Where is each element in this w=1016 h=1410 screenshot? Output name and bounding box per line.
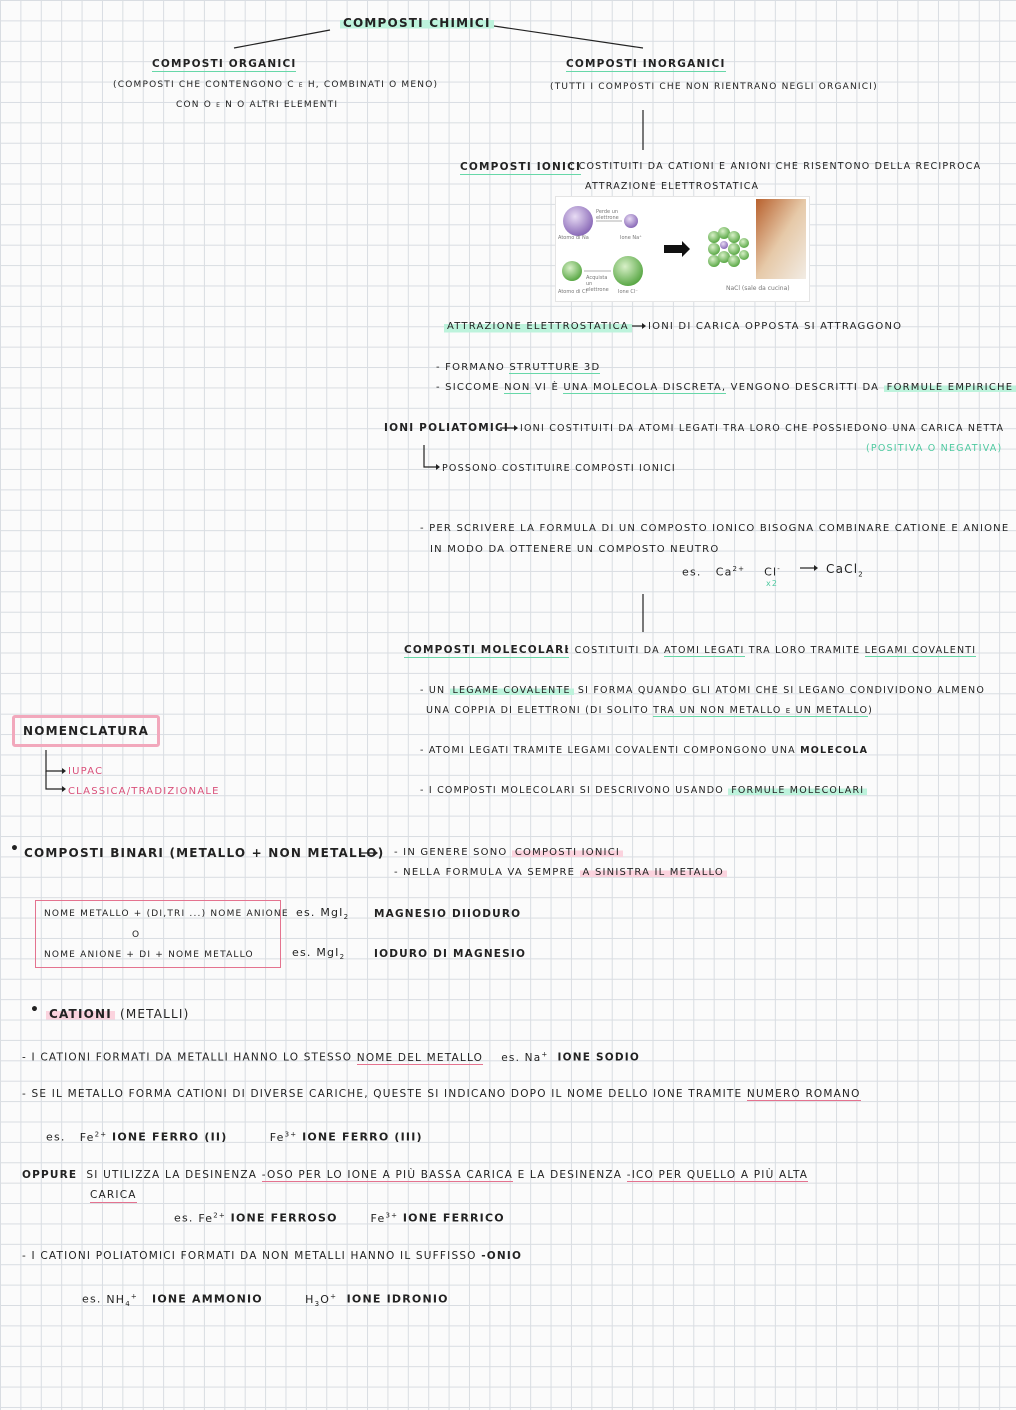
lattice-icon (708, 227, 749, 267)
molecolari-title: COMPOSTI MOLECOLARI (404, 644, 570, 656)
poliatomici-title: IONI POLIATOMICI (384, 422, 509, 434)
cationi-line-7: es. $NH_4^+$ IONE AMMONIO $H_3O^+$ IONE IDRONIO (82, 1292, 449, 1308)
nomenclatura-item-iupac: IUPAC (68, 766, 104, 777)
ionici-title: COMPOSTI IONICI (460, 161, 582, 173)
nomenclatura-item-classica: CLASSICA/TRADIZIONALE (68, 786, 220, 797)
cl-ion-sphere (613, 256, 643, 286)
nacl-caption: NaCl (sale da cucina) (726, 285, 790, 292)
attrazione-desc: IONI DI CARICA OPPOSTA SI ATTRAGGONO (648, 321, 903, 332)
poliatomici-note: (POSITIVA O NEGATIVA) (866, 443, 1003, 454)
cationi-line-2: - SE IL METALLO FORMA CATIONI DI DIVERSE CARICHE, QUESTE SI INDICANO DOPO IL NOME DELLO IONE TRAMITE NUMERO ROMANO (22, 1088, 861, 1100)
cationi-bullet: • (30, 1002, 41, 1018)
page-title: COMPOSTI CHIMICI (340, 16, 494, 30)
cationi-line-3: es. $Fe^{2+}$ IONE FERRO (II) $Fe^{3+}$ IONE FERRO (III) (46, 1130, 423, 1144)
molecolari-desc: : COSTITUITI DA ATOMI LEGATI TRA LORO TRAMITE LEGAMI COVALENTI (566, 645, 977, 656)
na-ion-sphere (624, 214, 638, 228)
ionici-bullet-2: - SICCOME NON VI È UNA MOLECOLA DISCRETA, VENGONO DESCRITTI DA FORMULE EMPIRICHE (436, 381, 1016, 395)
binari-example-1: es. MgI$_2$ (296, 906, 350, 922)
organici-title: COMPOSTI ORGANICI (152, 58, 297, 70)
reaction-arrow-icon (664, 241, 690, 257)
organici-desc-1: (COMPOSTI CHE CONTENGONO C e H, COMBINATI O MENO) (113, 80, 439, 90)
ionici-bullet-1: - FORMANO STRUTTURE 3D (436, 362, 601, 373)
molecolari-bullet-2: - ATOMI LEGATI TRAMITE LEGAMI COVALENTI COMPONGONO UNA MOLECOLA (420, 745, 869, 756)
formula-mult: x2 (766, 579, 779, 588)
formula-example: es. $Ca^{2+}$ Cl- (682, 565, 781, 579)
binari-rule-or: O (132, 930, 141, 940)
poliatomici-desc: IONI COSTITUITI DA ATOMI LEGATI TRA LORO CHE POSSIEDONO UNA CARICA NETTA (520, 423, 1005, 434)
cationi-title: CATIONI (METALLI) (46, 1007, 190, 1021)
gain-label: Acquista un elettrone (586, 275, 609, 293)
binari-rule-1: NOME METALLO + (DI,TRI ...) NOME ANIONE (44, 909, 289, 919)
na-atom-label: Atomo di Na (558, 235, 589, 241)
ionici-desc-1: : COSTITUITI DA CATIONI E ANIONI CHE RISENTONO DELLA RECIPROCA (570, 161, 982, 172)
binari-title: COMPOSTI BINARI (METALLO + NON METALLO) (24, 846, 385, 860)
organici-desc-2: CON O e N O ALTRI ELEMENTI (176, 100, 339, 110)
cl-atom-sphere (562, 261, 582, 281)
binari-example-1-name: MAGNESIO DIIODURO (374, 908, 522, 920)
formula-result: CaCl$_2$ (826, 562, 864, 579)
cationi-line-4: OPPURE SI UTILIZZA LA DESINENZA -OSO PER LO IONE A PIÙ BASSA CARICA E LA DESINENZA -ICO PER QUELLO A PIÙ ALTA (22, 1169, 809, 1181)
poliatomici-sub: POSSONO COSTITUIRE COMPOSTI IONICI (442, 463, 676, 474)
cl-atom-label: Atomo di Cl (558, 289, 587, 295)
binari-bullet-2: - NELLA FORMULA VA SEMPRE A SINISTRA IL METALLO (394, 866, 727, 880)
na-ion-label: Ione Na⁺ (620, 235, 642, 241)
nomenclatura-title: NOMENCLATURA (12, 715, 160, 747)
na-atom-sphere (563, 206, 593, 236)
formula-line-2: IN MODO DA OTTENERE UN COMPOSTO NEUTRO (430, 544, 720, 555)
inorganici-title: COMPOSTI INORGANICI (566, 58, 726, 70)
formula-line-1: - PER SCRIVERE LA FORMULA DI UN COMPOSTO IONICO BISOGNA COMBINARE CATIONE E ANIONE (420, 523, 1010, 534)
binari-bullet: • (10, 841, 21, 857)
inorganici-desc: (TUTTI I COMPOSTI CHE NON RIENTRANO NEGLI ORGANICI) (550, 82, 878, 92)
binari-rule-2: NOME ANIONE + DI + NOME METALLO (44, 950, 254, 960)
binari-example-2-name: IODURO DI MAGNESIO (374, 948, 527, 960)
cl-ion-label: Ione Cl⁻ (618, 289, 638, 295)
ionici-desc-2: ATTRAZIONE ELETTROSTATICA (585, 181, 760, 192)
nacl-figure (555, 196, 810, 302)
cationi-line-6: - I CATIONI POLIATOMICI FORMATI DA NON METALLI HANNO IL SUFFISSO -ONIO (22, 1250, 523, 1262)
molecolari-bullet-1-line-2: UNA COPPIA DI ELETTRONI (DI SOLITO TRA UN NON METALLO e UN METALLO) (426, 705, 874, 716)
salt-photo (756, 199, 806, 279)
cationi-line-1: - I CATIONI FORMATI DA METALLI HANNO LO STESSO NOME DEL METALLO es. Na+ IONE SODIO (22, 1050, 641, 1064)
binari-bullet-1: - IN GENERE SONO COMPOSTI IONICI (394, 846, 623, 860)
binari-example-2: es. MgI$_2$ (292, 946, 346, 962)
molecolari-bullet-1: - UN LEGAME COVALENTE SI FORMA QUANDO GLI ATOMI CHE SI LEGANO CONDIVIDONO ALMENO (420, 685, 986, 696)
cationi-line-4-carica: CARICA (90, 1189, 137, 1201)
attrazione-label: ATTRAZIONE ELETTROSTATICA (444, 320, 632, 334)
lose-label: Perde un elettrone (596, 209, 619, 221)
molecolari-bullet-3: - I COMPOSTI MOLECOLARI SI DESCRIVONO USANDO FORMULE MOLECOLARI (420, 784, 867, 798)
cationi-line-5: es. $Fe^{2+}$ IONE FERROSO $Fe^{3+}$ IONE FERRICO (174, 1211, 505, 1225)
